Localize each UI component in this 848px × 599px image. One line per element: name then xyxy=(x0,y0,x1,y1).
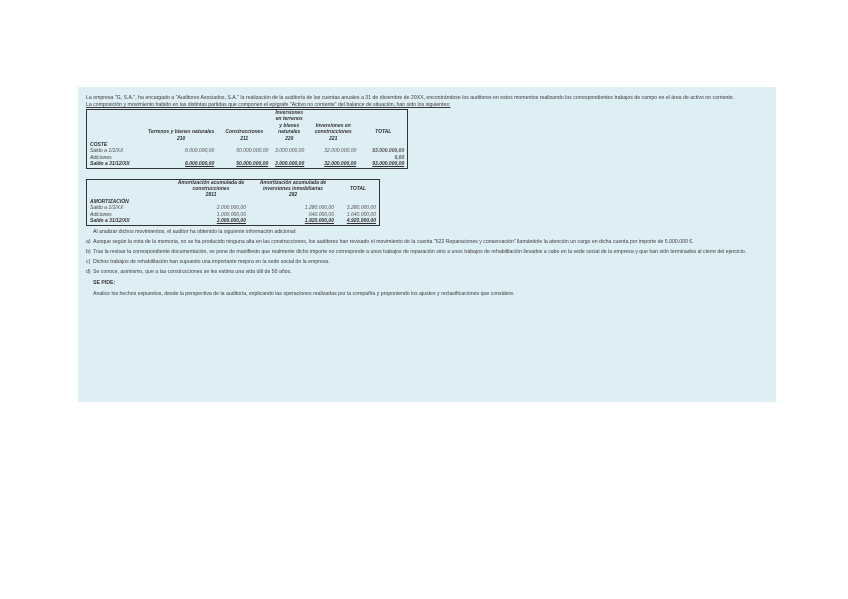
cost-table xyxy=(86,109,408,169)
account-code: 282 xyxy=(288,192,298,199)
table-row: Adiciones 0,00 xyxy=(90,154,405,161)
list-item: c) Dichos trabajos de rehabilitación han supuesto una importante mejora en la sede social de la empresa. xyxy=(86,258,330,265)
col-header: Inversiones en construcciones xyxy=(314,122,352,136)
section-label: COSTE xyxy=(90,142,108,149)
intro-paragraph: La empresa "G, S.A.", ha encargado a "Auditores Asociados, S.A." la realización de la auditoría de las cuentas anuales a 31 de diciembre de 20XX, encontrándose los auditores en estos momentos realizando los correspondientes trabajos de campo en el área de activo no corriente. xyxy=(86,95,735,101)
exercise-panel xyxy=(78,87,776,402)
additional-info-intro: Al analizar dichos movimientos, el auditor ha obtenido la siguiente información adicional: xyxy=(93,228,297,235)
col-header: Inversiones en terrenos y bienes naturales xyxy=(275,110,304,136)
col-header: Construcciones xyxy=(225,129,264,136)
amortization-table xyxy=(86,179,380,226)
list-item: d) Se conoce, asimismo, que a las construcciones se les estima una vida útil de 50 años. xyxy=(86,268,292,275)
task-text: Analice los hechos expuestos, desde la perspectiva de la auditoría, explicando las operaciones realizadas por la compañía y proponiendo los ajustes y reclasificaciones que considere. xyxy=(93,290,515,297)
task-heading: SE PIDE: xyxy=(93,279,116,286)
table-row: Saldo a 1/1/XX 8.000.000,00 50.000.000,00 3.000.000,00 32.000.000,00 93.000.000,00 xyxy=(90,148,405,155)
col-header: Amortización acumulada de construcciones xyxy=(177,179,245,193)
col-header: TOTAL xyxy=(349,186,367,193)
col-header: Amortización acumulada de inversiones inmobiliarias xyxy=(259,179,327,193)
table-row: Adiciones 1.000.000,00 640.000,00 1.640.000,00 xyxy=(90,211,376,218)
intro-paragraph-2: La composición y movimiento habido en las distintas partidas que componen el epígrafe "Activo no corriente" del balance de situación, han sido los siguientes: xyxy=(86,102,451,108)
account-code: 221 xyxy=(329,135,338,142)
list-item: b) Tras la revisar la correspondiente documentación, se pone de manifiesto que realmente dicho importe no corresponde a unos trabajos de reparación sino a unos trabajos de rehabilitación llevados a cabo en la sede social de la empresa y que han sido terminados al cierre del ejercicio. xyxy=(86,248,747,255)
account-code: 220 xyxy=(285,135,294,142)
col-header: Terrenos y bienes naturales xyxy=(148,129,215,136)
account-code: 211 xyxy=(240,135,249,142)
table-row: Saldo a 1/1/XX 2.000.000,00 1.280.000,00 3.280.000,00 xyxy=(90,205,376,212)
table-row-total: Saldo a 31/12/XX 8.000.000,00 50.000.000,00 3.000.000,00 32.000.000,00 93.000.000,00 xyxy=(90,161,405,168)
col-header: TOTAL xyxy=(375,129,392,136)
account-code: 2811 xyxy=(205,192,217,199)
table-row-total: Saldo a 31/12/XX 3.000.000,00 1.920.000,00 4.920.000,00 xyxy=(90,218,376,225)
list-item: a) Aunque según la nota de la memoria, no se ha producido ninguna alta en las construcciones, los auditores han revisado el movimiento de la cuenta "622 Reparaciones y conservación" llamándole la atención un cargo en dicha cuenta por importe de 5.000.000 €. xyxy=(86,238,694,245)
section-label: AMORTIZACIÓN xyxy=(90,198,129,205)
account-code: 210 xyxy=(176,135,186,142)
